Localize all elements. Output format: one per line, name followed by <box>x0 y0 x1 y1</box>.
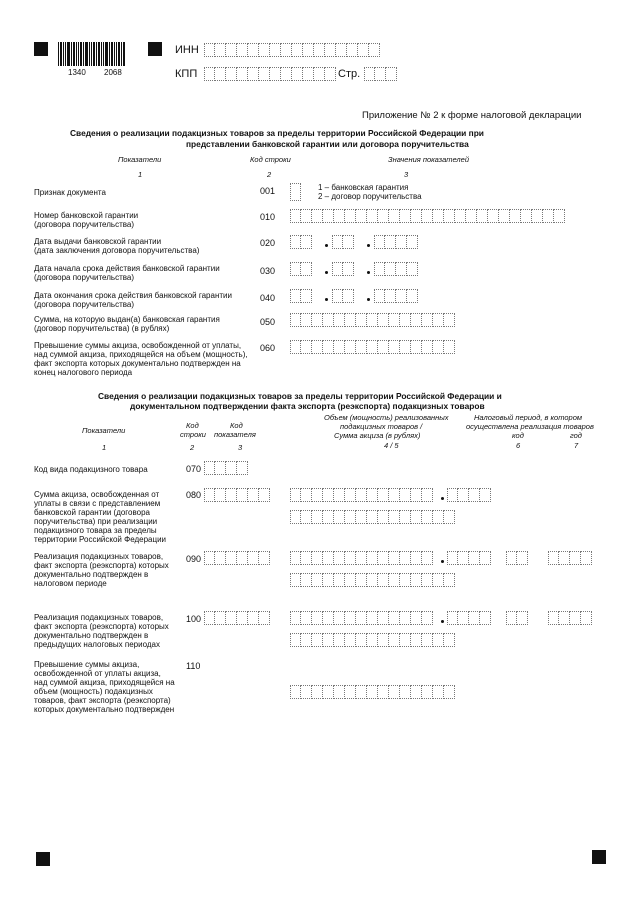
end-date-year[interactable] <box>374 289 418 303</box>
document-type-field[interactable] <box>290 183 301 201</box>
s2-col-indicators: Показатели <box>82 426 126 435</box>
issue-date-month[interactable] <box>332 235 354 249</box>
s2-num7: 7 <box>574 441 579 450</box>
date-separator <box>325 298 328 301</box>
row100-volume-int[interactable] <box>290 611 433 625</box>
s1-row020-code: 020 <box>260 238 276 248</box>
s1-row050-label2: (договор поручительства) (в рублях) <box>34 324 170 333</box>
s2-row080-code: 080 <box>186 490 202 500</box>
end-date-month[interactable] <box>332 289 354 303</box>
s2-row100-code: 100 <box>186 614 202 624</box>
start-date-month[interactable] <box>332 262 354 276</box>
s2-col-volume-1: Объем (мощность) реализованных <box>324 413 449 422</box>
start-date-day[interactable] <box>290 262 312 276</box>
end-date-day[interactable] <box>290 289 312 303</box>
row080-volume-int[interactable] <box>290 488 433 502</box>
doc-option-1: 1 – банковская гарантия <box>318 183 409 192</box>
row100-volume-frac[interactable] <box>447 611 491 625</box>
s2-row100-l4: предыдущих налоговых периодах <box>34 640 160 649</box>
kpp-field[interactable] <box>204 67 336 81</box>
s2-col-period-2: осуществлена реализация товаров <box>466 422 594 431</box>
s2-col-indcode-2: показателя <box>214 430 256 439</box>
row100-excise-amount[interactable] <box>290 633 455 647</box>
s1-col-values: Значения показателей <box>388 155 470 164</box>
row090-volume-frac[interactable] <box>447 551 491 565</box>
section2-title-line1: Сведения о реализации подакцизных товаров за пределы территории Российской Федерации и <box>98 391 502 401</box>
section1-title-line2: представлении банковской гарантии или договора поручительства <box>186 139 469 149</box>
s1-row030-label2: (договора поручительства) <box>34 273 135 282</box>
issue-date-year[interactable] <box>374 235 418 249</box>
s1-col-indicators: Показатели <box>118 155 162 164</box>
date-separator <box>325 271 328 274</box>
s1-col-num3: 3 <box>404 170 409 179</box>
date-separator <box>367 271 370 274</box>
s2-row100-l1: Реализация подакцизных товаров, <box>34 613 164 622</box>
issue-date-day[interactable] <box>290 235 312 249</box>
s2-col-volume-3: Сумма акциза (в рублях) <box>334 431 421 440</box>
s1-row010-code: 010 <box>260 212 276 222</box>
row080-volume-frac[interactable] <box>447 488 491 502</box>
corner-marker-top-left <box>34 42 48 56</box>
decimal-separator <box>441 497 444 500</box>
s2-row090-l2: факт экспорта (реэкспорта) которых <box>34 561 169 570</box>
section2-title-line2: документальном подтверждении факта экспорта (реэкспорта) подакцизных товаров <box>130 401 485 411</box>
s2-row110-l2: освобожденной от уплаты акциза, <box>34 669 161 678</box>
date-separator <box>367 298 370 301</box>
row080-indicator-code[interactable] <box>204 488 270 502</box>
s1-col-num1: 1 <box>138 170 143 179</box>
s1-row040-code: 040 <box>260 293 276 303</box>
s2-row080-l2: уплаты в связи с представлением <box>34 499 161 508</box>
barcode-number-left: 1340 <box>68 68 86 77</box>
s2-row080-l5: подакцизного товара за пределы <box>34 526 157 535</box>
s1-col-code: Код строки <box>250 155 291 164</box>
guarantee-number-field[interactable] <box>290 209 565 223</box>
corner-marker-top-mid <box>148 42 162 56</box>
s1-row001-label: Признак документа <box>34 188 106 197</box>
s2-col-code-2: строки <box>180 430 206 439</box>
s1-row030-code: 030 <box>260 266 276 276</box>
s2-row090-code: 090 <box>186 554 202 564</box>
s2-col-period-code: код <box>512 431 524 440</box>
inn-label: ИНН <box>175 44 199 56</box>
row080-excise-amount[interactable] <box>290 510 455 524</box>
kpp-label: КПП <box>175 68 198 80</box>
s1-row030-label1: Дата начала срока действия банковской гарантии <box>34 264 220 273</box>
s2-row080-l1: Сумма акциза, освобожденная от <box>34 490 160 499</box>
s2-col-period-1: Налоговый период, в котором <box>474 413 583 422</box>
barcode-number-right: 2068 <box>104 68 122 77</box>
inn-field[interactable] <box>204 43 380 57</box>
appendix-note: Приложение № 2 к форме налоговой декларации <box>362 110 582 121</box>
section1-title-line1: Сведения о реализации подакцизных товаров за пределы территории Российской Федерации при <box>70 128 484 138</box>
barcode <box>58 42 126 66</box>
s2-num6: 6 <box>516 441 521 450</box>
s2-row070-code: 070 <box>186 464 202 474</box>
start-date-year[interactable] <box>374 262 418 276</box>
row090-period-code[interactable] <box>506 551 528 565</box>
s2-row070-label: Код вида подакцизного товара <box>34 465 148 474</box>
s2-row110-code: 110 <box>186 661 201 671</box>
s2-row100-l3: документально подтвержден в <box>34 631 149 640</box>
row100-period-code[interactable] <box>506 611 528 625</box>
row090-indicator-code[interactable] <box>204 551 270 565</box>
s2-row110-l1: Превышение суммы акциза, <box>34 660 140 669</box>
s2-row110-l6: которых документально подтвержден <box>34 705 175 714</box>
s1-row010-label1: Номер банковской гарантии <box>34 211 139 220</box>
row100-period-year[interactable] <box>548 611 592 625</box>
decimal-separator <box>441 560 444 563</box>
s1-row060-label4: конец налогового периода <box>34 368 133 377</box>
s2-row100-l2: факт экспорта (реэкспорта) которых <box>34 622 169 631</box>
s2-num45: 4 / 5 <box>384 441 399 450</box>
s1-row020-label1: Дата выдачи банковской гарантии <box>34 237 162 246</box>
row090-period-year[interactable] <box>548 551 592 565</box>
s2-row110-l5: товаров, факт экспорта (реэкспорта) <box>34 696 171 705</box>
s2-row090-l4: налоговом периоде <box>34 579 107 588</box>
doc-option-2: 2 – договор поручительства <box>318 192 422 201</box>
s1-row060-code: 060 <box>260 343 276 353</box>
s2-num3: 3 <box>238 443 243 452</box>
s2-row110-l3: над суммой акциза, приходящейся на <box>34 678 175 687</box>
s2-num1: 1 <box>102 443 107 452</box>
s1-col-num2: 2 <box>267 170 272 179</box>
s2-row090-l3: документально подтвержден в <box>34 570 149 579</box>
date-separator <box>325 244 328 247</box>
s2-num2: 2 <box>190 443 195 452</box>
s1-row060-label2: над суммой акциза, приходящейся на объем (мощность), <box>34 350 248 359</box>
s2-row080-l6: территории Российской Федерации <box>34 535 167 544</box>
corner-marker-bottom-left <box>36 852 50 866</box>
guarantee-amount-field[interactable] <box>290 313 455 327</box>
row090-excise-amount[interactable] <box>290 573 455 587</box>
s2-col-volume-2: подакцизных товаров / <box>340 422 423 431</box>
s1-row040-label1: Дата окончания срока действия банковской гарантии <box>34 291 232 300</box>
s1-row010-label2: (договора поручительства) <box>34 220 135 229</box>
s2-row080-l4: поручительства) при реализации <box>34 517 158 526</box>
date-separator <box>367 244 370 247</box>
s1-row020-label2: (дата заключения договора поручительства) <box>34 246 200 255</box>
row090-volume-int[interactable] <box>290 551 433 565</box>
decimal-separator <box>441 620 444 623</box>
row100-indicator-code[interactable] <box>204 611 270 625</box>
product-code-field[interactable] <box>204 461 248 475</box>
s2-row110-l4: объем (мощность) подакцизных <box>34 687 153 696</box>
s2-col-period-year: год <box>570 431 582 440</box>
corner-marker-bottom-right <box>592 850 606 864</box>
s1-row001-code: 001 <box>260 186 276 196</box>
page-label: Стр. <box>338 68 361 80</box>
s2-col-indcode-1: Код <box>230 421 243 430</box>
s1-row040-label2: (договора поручительства) <box>34 300 135 309</box>
s1-row050-code: 050 <box>260 317 276 327</box>
s2-row090-l1: Реализация подакцизных товаров, <box>34 552 164 561</box>
row110-excise-amount[interactable] <box>290 685 455 699</box>
s1-row050-label1: Сумма, на которую выдан(а) банковская гарантия <box>34 315 220 324</box>
s2-row080-l3: банковской гарантии (договора <box>34 508 151 517</box>
page-number-field[interactable] <box>364 67 397 81</box>
s1-row060-label1: Превышение суммы акциза, освобожденной от уплаты, <box>34 341 242 350</box>
s2-col-code-1: Код <box>186 421 199 430</box>
excess-amount-field[interactable] <box>290 340 455 354</box>
s1-row060-label3: факт экспорта которых документально подтвержден на <box>34 359 241 368</box>
